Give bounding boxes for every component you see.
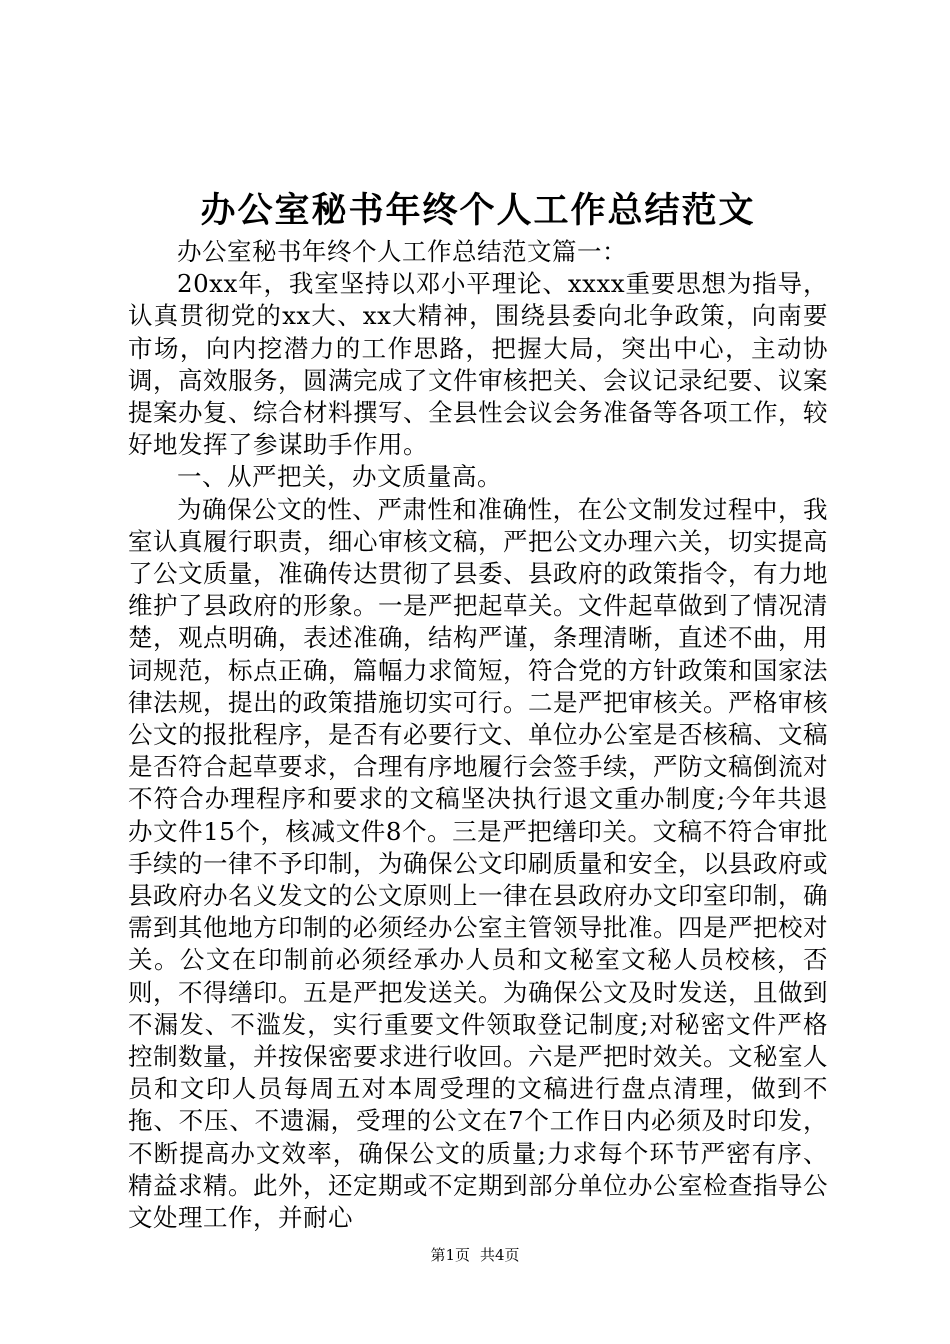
paragraph-intro: 20xx年，我室坚持以邓小平理论、xxxx重要思想为指导，认真贯彻党的xx大、xx大精神，围绕县委向北争政策，向南要市场，向内挖潜力的工作思路，把握大局，突出中心，主动协调，高效服务，圆满完成了文件审核把关、会议记录纪要、议案提案办复、综合材料撰写、全县性会议会务准备等各项工作，较好地发挥了参谋助手作用。 — [128, 269, 828, 460]
page-number-current: 第1页 — [430, 1246, 470, 1264]
page-footer — [0, 1244, 950, 1265]
document-title: 办公室秘书年终个人工作总结范文 — [200, 190, 756, 231]
section-heading-1: 一、从严把关，办文质量高。 — [177, 462, 502, 492]
document-body — [128, 186, 828, 1234]
paragraph-section-1: 为确保公文的性、严肃性和准确性，在公文制发过程中，我室认真履行职责，细心审核文稿，严把公文办理六关，切实提高了公文质量，准确传达贯彻了县委、县政府的政策指令，有力地维护了县政府的形象。一是严把起草关。文件起草做到了情况清楚，观点明确，表述准确，结构严谨，条理清晰，直述不曲，用词规范，标点正确，篇幅力求简短，符合党的方针政策和国家法律法规，提出的政策措施切实可行。二是严把审核关。严格审核公文的报批程序，是否有必要行文、单位办公室是否核稿、文稿是否符合起草要求，合理有序地履行会签手续，严防文稿倒流对不符合办理程序和要求的文稿坚决执行退文重办制度;今年共退办文件15个，核减文件8个。三是严把缮印关。文稿不符合审批手续的一律不予印制，为确保公文印刷质量和安全，以县政府或县政府办名义发文的公文原则上一律在县政府办文印室印制，确需到其他地方印制的必须经办公室主管领导批准。四是严把校对关。公文在印制前必须经承办人员和文秘室文秘人员校核，否则，不得缮印。五是严把发送关。为确保公文及时发送，且做到不漏发、不滥发，实行重要文件领取登记制度;对秘密文件严格控制数量，并按保密要求进行收回。六是严把时效关。文秘室人员和文印人员每周五对本周受理的文稿进行盘点清理，做到不拖、不压、不遗漏，受理的公文在7个工作日内必须及时印发，不断提高办文效率，确保公文的质量;力求每个环节严密有序、精益求精。此外，还定期或不定期到部分单位办公室检查指导公文处理工作，并耐心 — [128, 494, 828, 1233]
page-number-total: 共4页 — [480, 1246, 520, 1264]
paragraph-subtitle: 办公室秘书年终个人工作总结范文篇一： — [177, 237, 627, 266]
